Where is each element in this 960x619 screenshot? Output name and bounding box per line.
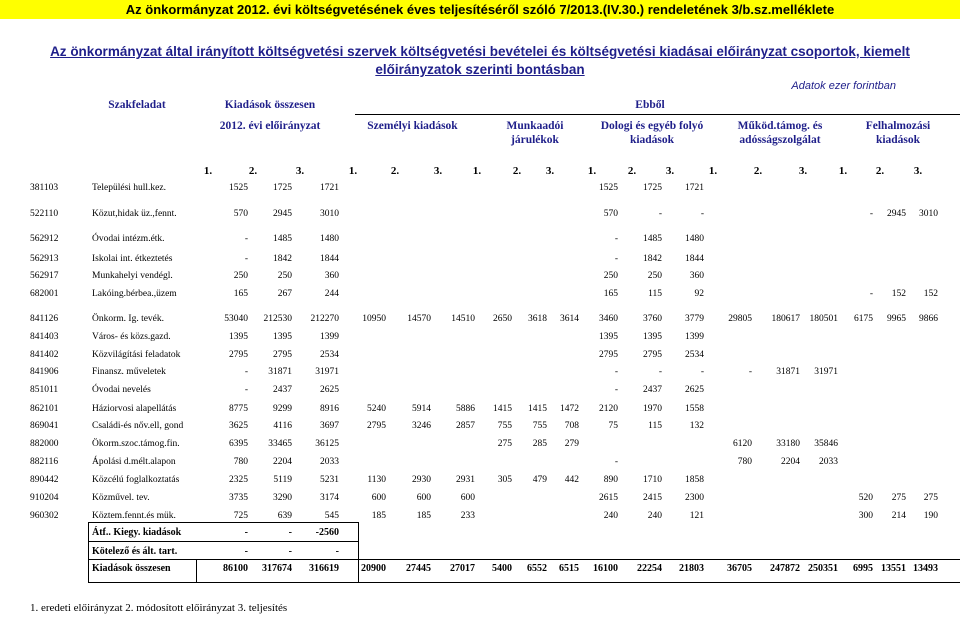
row-value: 31971 (315, 367, 339, 377)
header-dologi: Dologi és egyéb folyó kiadások (600, 120, 704, 146)
row-value: 9965 (887, 314, 906, 324)
row-value: 250 (647, 271, 662, 281)
column-number-8: 2. (512, 165, 522, 177)
row-value: - (614, 457, 618, 467)
row-code: 522110 (30, 209, 59, 219)
header-szemelyi: Személyi kiadások (367, 120, 458, 132)
row-name: Munkahelyi vendégl. (92, 271, 173, 281)
column-number-15: 3. (798, 165, 808, 177)
row-value: 9866 (919, 314, 938, 324)
row-value: 20900 (361, 563, 386, 574)
row-value: 3779 (685, 314, 704, 324)
row-value: 2650 (493, 314, 512, 324)
row-value: 250 (277, 271, 292, 281)
row-value: 3290 (273, 493, 292, 503)
header-munkaadoi: Munkaadói járulékok (506, 120, 564, 146)
row-value: 2300 (685, 493, 704, 503)
row-value: 6120 (733, 439, 752, 449)
row-value: 1970 (643, 404, 662, 414)
row-code: 841126 (30, 314, 59, 324)
row-value: 1725 (643, 183, 662, 193)
row-value: 2945 (887, 209, 906, 219)
row-value: 13493 (913, 563, 938, 574)
column-number-18: 3. (913, 165, 923, 177)
row-value: 8916 (320, 404, 339, 414)
row-value: 233 (460, 511, 475, 521)
row-value: 267 (277, 289, 292, 299)
row-code: 562913 (30, 254, 59, 264)
row-value: 725 (233, 511, 248, 521)
row-value: 240 (603, 511, 618, 521)
row-value: 2033 (320, 457, 339, 467)
row-value: 13551 (881, 563, 906, 574)
row-code: 882116 (30, 457, 59, 467)
row-value: 305 (497, 475, 512, 485)
row-value: 1844 (685, 254, 704, 264)
row-value: 152 (891, 289, 906, 299)
row-value: 275 (923, 493, 938, 503)
row-value: 890 (603, 475, 618, 485)
row-value: 2534 (320, 350, 339, 360)
row-value: - (244, 385, 248, 395)
row-value: 9299 (273, 404, 292, 414)
row-value: 6552 (527, 563, 547, 574)
row-value: 8775 (229, 404, 248, 414)
row-value: - (658, 209, 662, 219)
row-value: 247872 (770, 563, 800, 574)
row-value: 1472 (560, 404, 579, 414)
row-value: - (244, 254, 248, 264)
row-value: 2437 (273, 385, 292, 395)
row-value: 2795 (273, 350, 292, 360)
column-number-11: 2. (627, 165, 637, 177)
row-code: 960302 (30, 511, 59, 521)
row-value: - (748, 367, 752, 377)
row-value: 92 (694, 289, 704, 299)
row-value: 1725 (273, 183, 292, 193)
row-value: - (244, 527, 248, 538)
row-value: - (614, 367, 618, 377)
row-value: 708 (564, 421, 579, 431)
column-number-7: 1. (472, 165, 482, 177)
row-value: 1485 (273, 234, 292, 244)
row-value: 5240 (367, 404, 386, 414)
table-rule (358, 522, 359, 582)
row-value: 2795 (229, 350, 248, 360)
row-name: Iskolai int. étkeztetés (92, 254, 173, 264)
column-number-16: 1. (838, 165, 848, 177)
column-number-12: 3. (665, 165, 675, 177)
table-rule (88, 522, 89, 582)
row-value: 1395 (229, 332, 248, 342)
row-code: 841402 (30, 350, 59, 360)
column-number-17: 2. (875, 165, 885, 177)
row-value: - (288, 527, 292, 538)
row-value: 2930 (412, 475, 431, 485)
row-value: 33180 (776, 439, 800, 449)
row-value: 16100 (593, 563, 618, 574)
table-title-line2: előirányzatok szerinti bontásban (375, 62, 585, 77)
row-value: 185 (416, 511, 431, 521)
row-value: 31871 (268, 367, 292, 377)
row-value: 14570 (407, 314, 431, 324)
row-value: - (869, 289, 873, 299)
row-value: 1858 (685, 475, 704, 485)
row-value: - (244, 234, 248, 244)
row-value: 1558 (685, 404, 704, 414)
row-value: 2325 (229, 475, 248, 485)
row-name: Családi-és nőv.ell, gond (92, 421, 184, 431)
row-value: 29805 (728, 314, 752, 324)
row-value: 36125 (315, 439, 339, 449)
row-code: 890442 (30, 475, 59, 485)
column-number-14: 2. (753, 165, 763, 177)
row-name: Ökorm.szoc.támog.fin. (92, 439, 180, 449)
row-name: Közut,hidak üz.,fennt. (92, 209, 177, 219)
row-value: 2204 (273, 457, 292, 467)
row-value: 1395 (599, 332, 618, 342)
row-value: 1485 (643, 234, 662, 244)
header-felhalm: Felhalmozási kiadások (865, 120, 931, 146)
column-number-1: 1. (203, 165, 213, 177)
row-value: 121 (689, 511, 704, 521)
row-value: 1525 (229, 183, 248, 193)
row-value: 212530 (263, 314, 292, 324)
table-rule (88, 582, 960, 583)
row-value: 1130 (367, 475, 386, 485)
row-value: 600 (416, 493, 431, 503)
row-value: 1844 (320, 254, 339, 264)
row-value: 360 (689, 271, 704, 281)
row-value: 214 (891, 511, 906, 521)
row-name: Kötelező és ált. tart. (92, 546, 178, 557)
row-name: Óvodai intézm.étk. (92, 234, 165, 244)
row-value: 27017 (450, 563, 475, 574)
row-value: 545 (324, 511, 339, 521)
row-value: 36705 (727, 563, 752, 574)
row-name: Átf.. Kiegy. kiadások (92, 527, 182, 538)
row-value: 1415 (528, 404, 547, 414)
row-code: 841906 (30, 367, 59, 377)
header-eloiranyzat: 2012. évi előirányzat (219, 120, 321, 132)
column-number-3: 3. (295, 165, 305, 177)
row-code: 910204 (30, 493, 59, 503)
row-name: Kiadások összesen (92, 563, 171, 574)
row-value: 27445 (406, 563, 431, 574)
row-value: - (700, 367, 704, 377)
row-value: 1721 (685, 183, 704, 193)
row-value: - (244, 546, 248, 557)
row-name: Ápolási d.mélt.alapon (92, 457, 176, 467)
document-header-bar: Az önkormányzat 2012. évi költségvetésének éves teljesítéséről szóló 7/2013.(IV.30.) rendeletének 3/b.sz.melléklete (0, 0, 960, 19)
unit-note: Adatok ezer forintban (791, 80, 896, 92)
row-value: 3697 (320, 421, 339, 431)
row-value: 240 (647, 511, 662, 521)
row-value: 152 (923, 289, 938, 299)
row-value: 570 (233, 209, 248, 219)
row-value: - (335, 546, 339, 557)
row-name: Települési hull.kez. (92, 183, 166, 193)
row-value: 165 (603, 289, 618, 299)
row-value: 639 (277, 511, 292, 521)
row-value: 2625 (685, 385, 704, 395)
row-value: 115 (648, 289, 662, 299)
row-value: 1399 (685, 332, 704, 342)
row-value: 570 (603, 209, 618, 219)
row-value: 185 (371, 511, 386, 521)
row-value: 1842 (643, 254, 662, 264)
row-name: Finansz. műveletek (92, 367, 166, 377)
row-name: Város- és közs.gazd. (92, 332, 171, 342)
row-value: 1525 (599, 183, 618, 193)
row-value: 2204 (781, 457, 800, 467)
row-value: 275 (891, 493, 906, 503)
header-kiadasok-osszesen: Kiadások összesen (224, 99, 316, 111)
row-value: 5400 (492, 563, 512, 574)
row-value: 190 (923, 511, 938, 521)
row-value: - (614, 385, 618, 395)
row-value: 53040 (224, 314, 248, 324)
row-name: Háziorvosi alapellátás (92, 404, 177, 414)
row-value: 3246 (412, 421, 431, 431)
footnote: 1. eredeti előirányzat 2. módosított előirányzat 3. teljesítés (30, 602, 288, 614)
row-name: Közművel. tev. (92, 493, 150, 503)
row-value: 1721 (320, 183, 339, 193)
table-rule (88, 522, 358, 523)
row-value: 1415 (493, 404, 512, 414)
row-value: 21803 (679, 563, 704, 574)
row-code: 841403 (30, 332, 59, 342)
row-value: 755 (532, 421, 547, 431)
row-value: 2534 (685, 350, 704, 360)
row-value: 180617 (771, 314, 800, 324)
table-rule (88, 541, 358, 542)
row-value: 479 (532, 475, 547, 485)
column-number-10: 1. (587, 165, 597, 177)
row-value: 3735 (229, 493, 248, 503)
row-value: 3614 (560, 314, 579, 324)
row-code: 862101 (30, 404, 59, 414)
row-name: Köztem.fennt.és mük. (92, 511, 176, 521)
table-rule (196, 559, 197, 582)
row-value: 300 (858, 511, 873, 521)
row-value: 3625 (229, 421, 248, 431)
row-value: - (658, 367, 662, 377)
row-value: 4116 (273, 421, 292, 431)
row-value: 165 (233, 289, 248, 299)
row-value: 1395 (643, 332, 662, 342)
row-value: 5119 (273, 475, 292, 485)
row-value: 14510 (451, 314, 475, 324)
row-value: 6515 (559, 563, 579, 574)
row-code: 869041 (30, 421, 59, 431)
row-value: 3174 (320, 493, 339, 503)
row-value: 115 (648, 421, 662, 431)
row-value: 3618 (528, 314, 547, 324)
row-code: 562917 (30, 271, 59, 281)
row-value: 600 (460, 493, 475, 503)
row-value: 250351 (808, 563, 838, 574)
row-value: - (614, 254, 618, 264)
row-value: 316619 (309, 563, 339, 574)
row-value: 3010 (919, 209, 938, 219)
header-mukod: Működ.támog. és adósságszolgálat (737, 120, 823, 146)
row-value: 755 (497, 421, 512, 431)
row-value: 1399 (320, 332, 339, 342)
row-name: Közcélú foglalkoztatás (92, 475, 180, 485)
row-value: 317674 (262, 563, 292, 574)
row-value: 275 (497, 439, 512, 449)
row-value: 31971 (814, 367, 838, 377)
column-number-9: 3. (545, 165, 555, 177)
row-value: 6395 (229, 439, 248, 449)
row-code: 882000 (30, 439, 59, 449)
row-value: -2560 (315, 527, 339, 538)
row-value: 2931 (456, 475, 475, 485)
row-name: Lakóing.bérbea.,üzem (92, 289, 177, 299)
row-value: 3760 (643, 314, 662, 324)
row-value: 132 (689, 421, 704, 431)
row-value: 285 (532, 439, 547, 449)
row-value: 360 (324, 271, 339, 281)
header-ebbol: Ebből (635, 99, 665, 111)
row-value: 3460 (599, 314, 618, 324)
row-value: 2437 (643, 385, 662, 395)
row-value: 520 (858, 493, 873, 503)
column-number-5: 2. (390, 165, 400, 177)
row-value: 5231 (320, 475, 339, 485)
row-value: 2795 (367, 421, 386, 431)
row-value: 2945 (273, 209, 292, 219)
row-value: 244 (324, 289, 339, 299)
row-value: 180501 (809, 314, 838, 324)
row-value: 2615 (599, 493, 618, 503)
row-value: - (614, 234, 618, 244)
column-number-2: 2. (248, 165, 258, 177)
header-szakfeladat: Szakfeladat (108, 99, 166, 111)
row-value: 33465 (268, 439, 292, 449)
row-value: 35846 (814, 439, 838, 449)
row-value: 1395 (273, 332, 292, 342)
row-value: 2415 (643, 493, 662, 503)
row-value: 1480 (685, 234, 704, 244)
row-value: 6175 (854, 314, 873, 324)
row-value: 600 (371, 493, 386, 503)
row-name: Közvilágítási feladatok (92, 350, 181, 360)
row-value: 250 (233, 271, 248, 281)
row-value: 1710 (643, 475, 662, 485)
row-value: 212270 (310, 314, 339, 324)
row-name: Óvodai nevelés (92, 385, 151, 395)
row-value: 31871 (776, 367, 800, 377)
column-number-4: 1. (348, 165, 358, 177)
row-code: 381103 (30, 183, 59, 193)
row-value: 442 (564, 475, 579, 485)
row-value: - (700, 209, 704, 219)
row-value: 6995 (853, 563, 873, 574)
row-value: 86100 (223, 563, 248, 574)
row-value: - (244, 367, 248, 377)
row-value: - (288, 546, 292, 557)
row-value: 2857 (456, 421, 475, 431)
row-value: 75 (608, 421, 618, 431)
row-value: 22254 (637, 563, 662, 574)
row-value: 1480 (320, 234, 339, 244)
row-value: 2795 (599, 350, 618, 360)
table-rule (88, 559, 960, 560)
column-number-13: 1. (708, 165, 718, 177)
row-value: 2120 (599, 404, 618, 414)
row-name: Önkorm. Ig. tevék. (92, 314, 165, 324)
column-number-6: 3. (433, 165, 443, 177)
row-value: 3010 (320, 209, 339, 219)
row-value: 5914 (412, 404, 431, 414)
row-value: 5886 (456, 404, 475, 414)
row-value: - (869, 209, 873, 219)
row-code: 851011 (30, 385, 59, 395)
row-value: 1842 (273, 254, 292, 264)
table-title-line1: Az önkormányzat által irányított költségvetési szervek költségvetési bevételei és költségvetési kiadásai előirányzat csoportok, kiemelt (50, 44, 910, 59)
row-code: 682001 (30, 289, 59, 299)
row-value: 2033 (819, 457, 838, 467)
row-value: 10950 (362, 314, 386, 324)
row-code: 562912 (30, 234, 59, 244)
row-value: 279 (564, 439, 579, 449)
row-value: 2625 (320, 385, 339, 395)
row-value: 250 (603, 271, 618, 281)
row-value: 780 (233, 457, 248, 467)
row-value: 2795 (643, 350, 662, 360)
row-value: 780 (737, 457, 752, 467)
